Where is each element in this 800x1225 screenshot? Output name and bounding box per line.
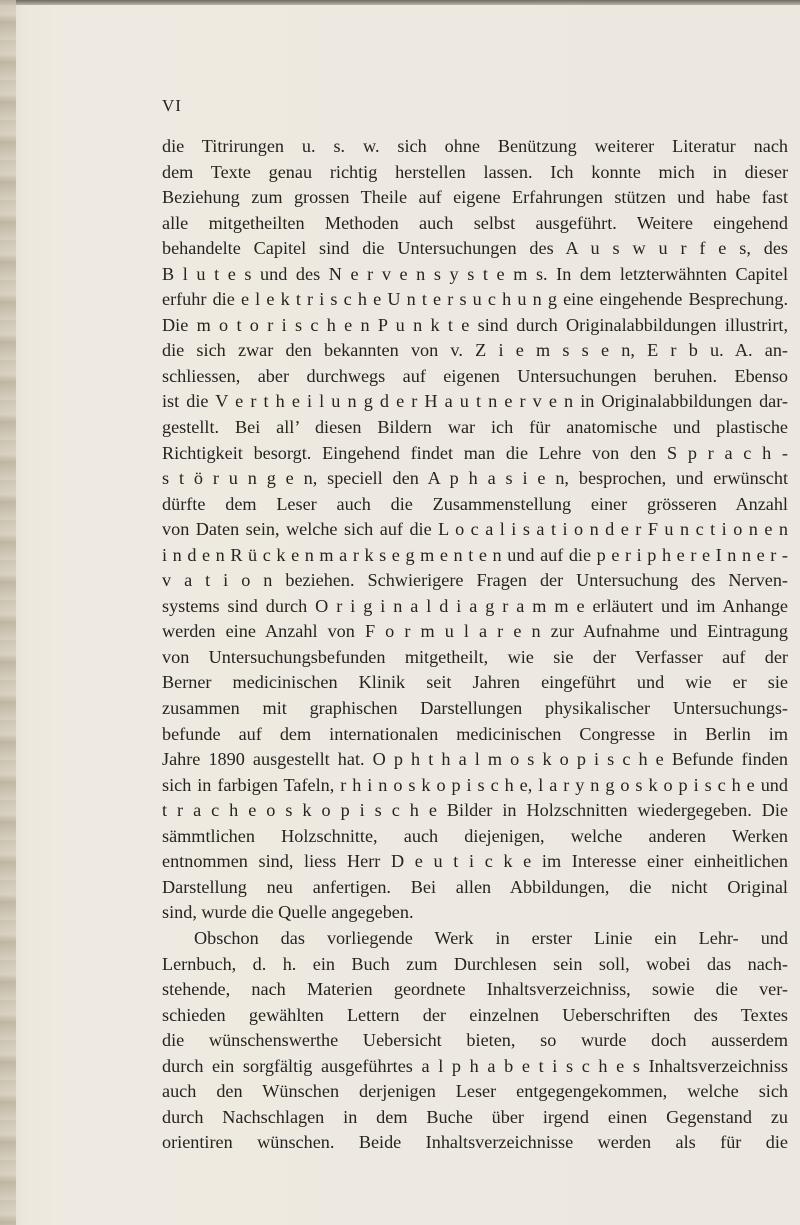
- text-line: die wünschenswerthe Uebersicht bieten, so wurde doch ausserdem: [162, 1030, 788, 1051]
- text-line: dem Texte genau richtig herstellen lassen. Ich konnte mich in dieser: [162, 161, 788, 182]
- text-line: stehende, nach Materien geordnete Inhaltsverzeichniss, sowie die ver-: [162, 979, 788, 1000]
- text-line: entnommen sind, liess Herr D e u t i c k e im Interesse einer einheitlichen: [162, 851, 788, 872]
- text-line: t r a c h e o s k o p i s c h e Bilder in Holzschnitten wiedergegeben. Die: [162, 800, 788, 821]
- text-line: sich in farbigen Tafeln, r h i n o s k o p i s c h e, l a r y n g o s k o p i s c h e und: [162, 774, 788, 795]
- text-line: i n d e n R ü c k e n m a r k s e g m e n t e n und auf die p e r i p h e r e I n n e r -: [162, 544, 788, 565]
- text-line: sämmtlichen Holzschnitte, auch diejenigen, welche anderen Werken: [162, 825, 788, 846]
- binding-edge: [0, 0, 16, 1225]
- text-line: von Daten sein, welche sich auf die L o c a l i s a t i o n d e r F u n c t i o n e n: [162, 519, 788, 540]
- text-line: Die m o t o r i s c h e n P u n k t e sind durch Originalabbildungen illustrirt,: [162, 314, 788, 335]
- text-line: ist die V e r t h e i l u n g d e r H a u t n e r v e n in Originalabbildungen dar-: [162, 391, 788, 412]
- text-line: B l u t e s und des N e r v e n s y s t e m s. In dem letzterwähnten Capitel: [162, 263, 788, 284]
- text-line: Obschon das vorliegende Werk in erster Linie ein Lehr- und: [194, 927, 788, 948]
- top-edge-shadow: [0, 0, 800, 5]
- text-line: Richtigkeit besorgt. Eingehend findet man die Lehre von den S p r a c h -: [162, 442, 788, 463]
- text-line: Beziehung zum grossen Theile auf eigene Erfahrungen stützen und habe fast: [162, 187, 788, 208]
- page-number: VI: [162, 96, 182, 115]
- text-line: die Titrirungen u. s. w. sich ohne Benützung weiterer Literatur nach: [162, 136, 788, 156]
- text-line: behandelte Capitel sind die Untersuchungen des A u s w u r f e s, des: [162, 238, 788, 259]
- text-line: orientiren wünschen. Beide Inhaltsverzeichnisse werden als für die: [162, 1132, 788, 1153]
- text-line: dürfte dem Leser auch die Zusammenstellung einer grösseren Anzahl: [162, 493, 788, 514]
- text-line: auch den Wünschen derjenigen Leser entgegengekommen, welche sich: [162, 1081, 788, 1102]
- text-line: erfuhr die e l e k t r i s c h e U n t e r s u c h u n g eine eingehende Besprechung.: [162, 289, 788, 310]
- text-line: von Untersuchungsbefunden mitgetheilt, wie sie der Verfasser auf der: [162, 646, 788, 667]
- text-line: werden eine Anzahl von F o r m u l a r e n zur Aufnahme und Eintragung: [162, 621, 788, 642]
- text-line: alle mitgetheilten Methoden auch selbst ausgeführt. Weitere eingehend: [162, 212, 788, 233]
- text-line: die sich zwar den bekannten von v. Z i e m s s e n, E r b u. A. an-: [162, 340, 788, 361]
- text-line: Darstellung neu anfertigen. Bei allen Abbildungen, die nicht Original: [162, 876, 788, 897]
- body-text: [162, 134, 788, 1156]
- text-line: durch Nachschlagen in dem Buche über irgend einen Gegenstand zu: [162, 1106, 788, 1127]
- text-line: gestellt. Bei all’ diesen Bildern war ich für anatomische und plastische: [162, 417, 788, 438]
- text-line: befunde auf dem internationalen medicinischen Congresse in Berlin im: [162, 723, 788, 744]
- text-line: Lernbuch, d. h. ein Buch zum Durchlesen sein soll, wobei das nach-: [162, 953, 788, 974]
- text-line: durch ein sorgfältig ausgeführtes a l p h a b e t i s c h e s Inhaltsverzeichniss: [162, 1055, 788, 1076]
- text-line: sind, wurde die Quelle angegeben.: [162, 902, 414, 923]
- text-line: Berner medicinischen Klinik seit Jahren eingeführt und wie er sie: [162, 672, 788, 693]
- text-line: schieden gewählten Lettern der einzelnen Ueberschriften des Textes: [162, 1004, 788, 1025]
- text-line: systems sind durch O r i g i n a l d i a g r a m m e erläutert und im Anhange: [162, 595, 788, 616]
- text-line: schliessen, aber durchwegs auf eigenen Untersuchungen beruhen. Ebenso: [162, 365, 788, 386]
- text-line: zusammen mit graphischen Darstellungen physikalischer Untersuchungs-: [162, 698, 788, 719]
- text-line: s t ö r u n g e n, speciell den A p h a s i e n, besprochen, und erwünscht: [162, 468, 788, 489]
- text-line: v a t i o n beziehen. Schwierigere Fragen der Untersuchung des Nerven-: [162, 570, 788, 591]
- text-line: Jahre 1890 ausgestellt hat. O p h t h a l m o s k o p i s c h e Befunde finden: [162, 749, 788, 770]
